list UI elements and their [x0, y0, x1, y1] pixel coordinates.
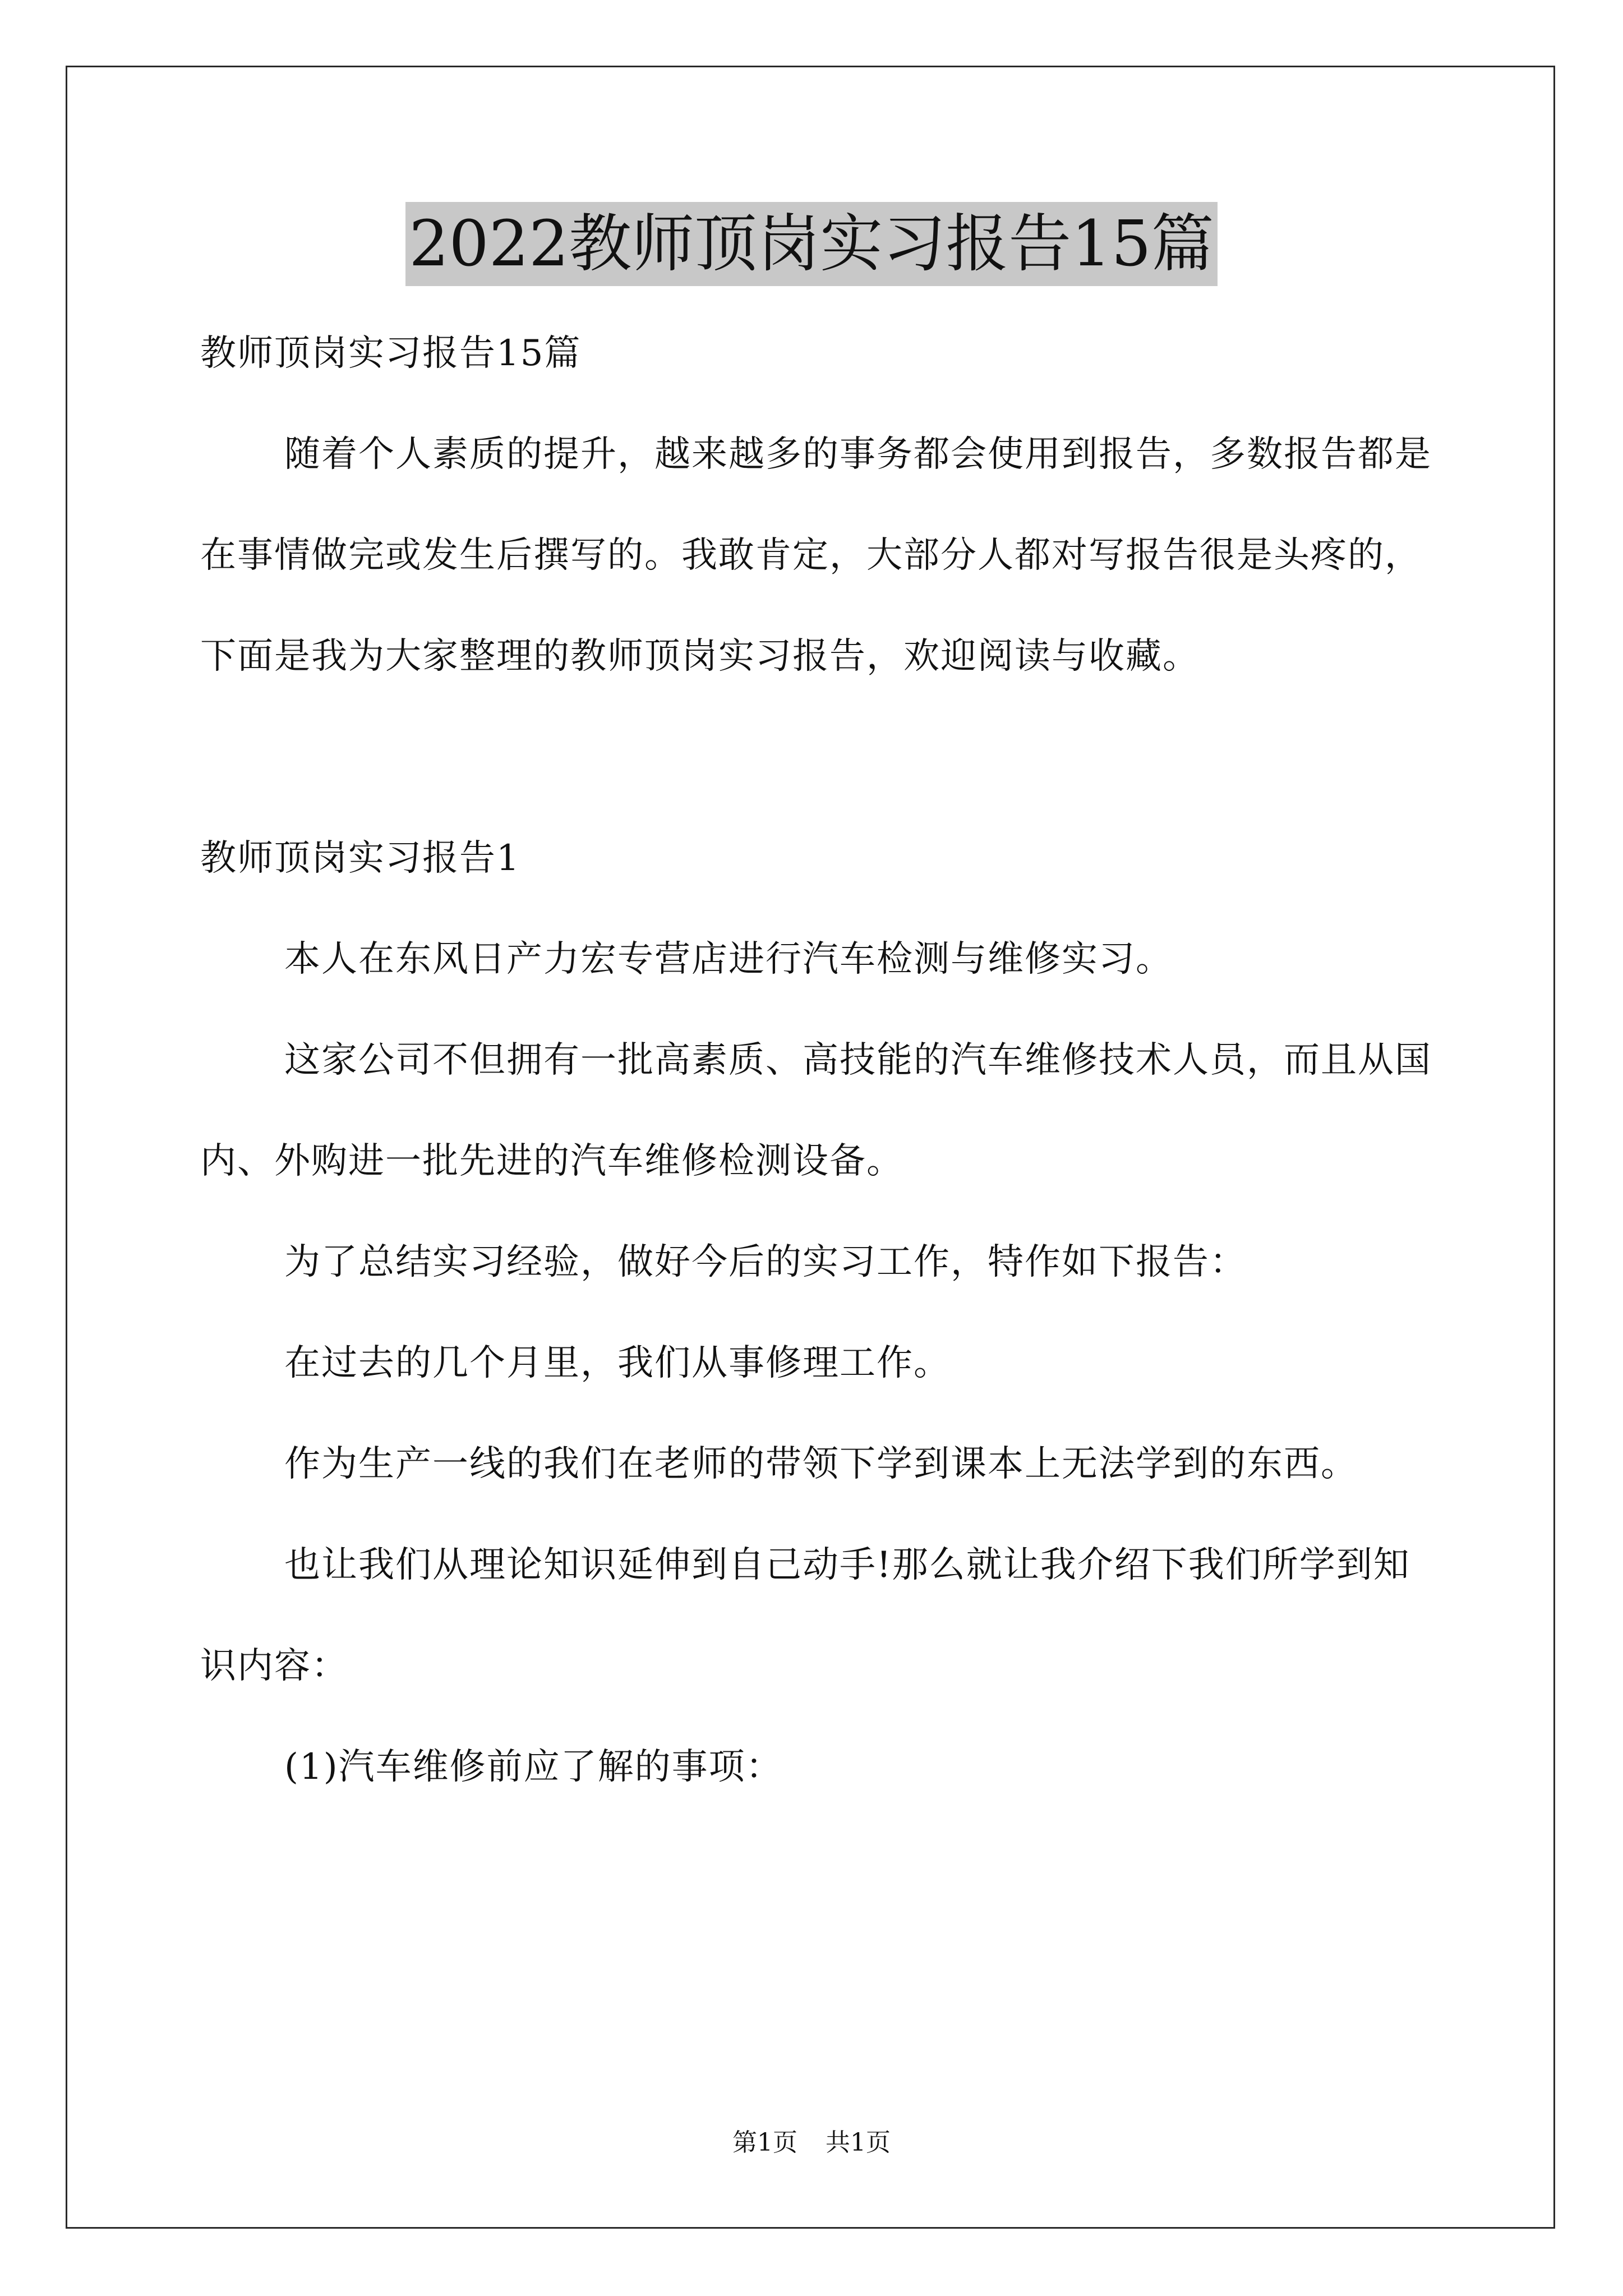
body-paragraph: 也让我们从理论知识延伸到自己动手!那么就让我介绍下我们所学到知识内容： [200, 1544, 1410, 1687]
body-paragraph: 在过去的几个月里，我们从事修理工作。 [284, 1342, 951, 1384]
page-footer [0, 2126, 1623, 2160]
body-paragraph: 作为生产一线的我们在老师的带领下学到课本上无法学到的东西。 [284, 1443, 1358, 1485]
body-paragraph: 为了总结实习经验，做好今后的实习工作，特作如下报告： [284, 1241, 1247, 1283]
body-paragraph: 本人在东风日产力宏专营店进行汽车检测与维修实习。 [284, 938, 1173, 980]
page-number: 第1页 [732, 2128, 797, 2157]
title-container [0, 202, 1623, 286]
page-total: 共1页 [826, 2128, 891, 2157]
body-paragraph: (1)汽车维修前应了解的事项： [284, 1746, 783, 1788]
body-paragraph: 这家公司不但拥有一批高素质、高技能的汽车维修技术人员，而且从国内、外购进一批先进的汽车维修检测设备。 [200, 1039, 1432, 1182]
section-spacer [200, 707, 1434, 808]
document-subtitle: 教师顶岗实习报告15篇 [200, 333, 582, 374]
document-title: 2022教师顶岗实习报告15篇 [405, 202, 1218, 286]
section-heading: 教师顶岗实习报告1 [200, 838, 520, 879]
document-body [200, 303, 1434, 1818]
intro-paragraph: 随着个人素质的提升，越来越多的事务都会使用到报告，多数报告都是在事情做完或发生后撰写的。我敢肯定，大部分人都对写报告很是头疼的，下面是我为大家整理的教师顶岗实习报告，欢迎阅读与收藏。 [200, 434, 1432, 677]
